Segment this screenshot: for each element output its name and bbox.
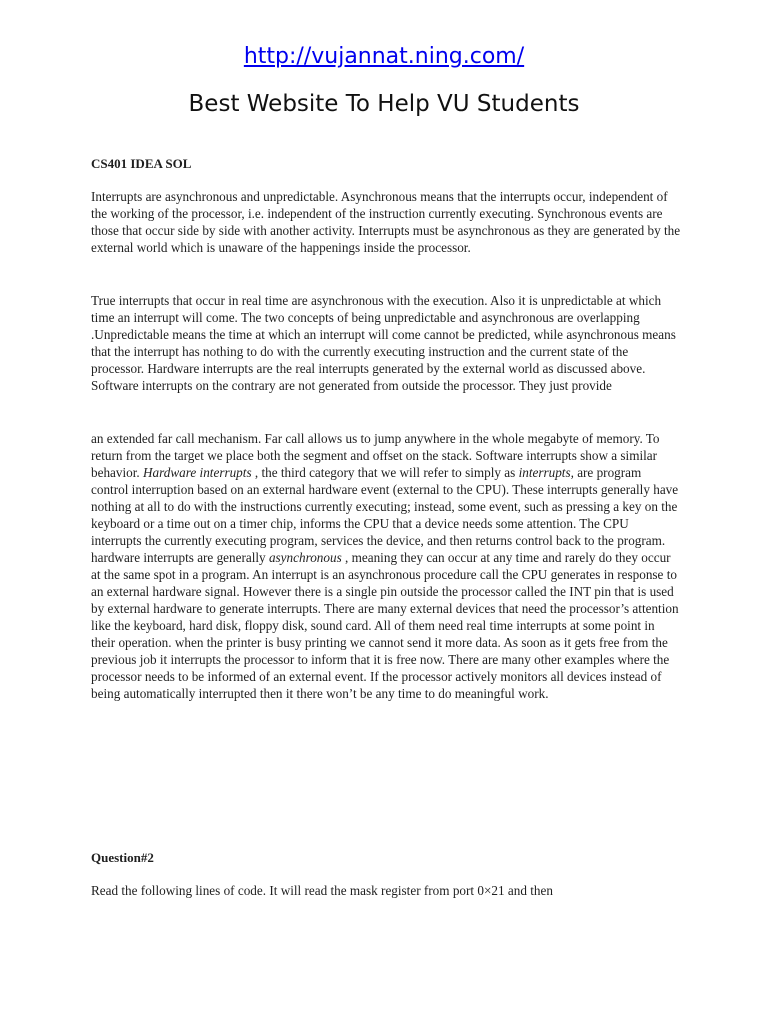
paragraph-far-call-part2: , the third category that we will refer to simply as [251,465,519,480]
website-tagline: Best Website To Help VU Students [188,91,580,117]
paragraph-far-call-part3: are program control interruption based on an external hardware event (external to the CPU). These interrupts generally have nothing at all to do with the instructions currently executing; instead, some event, such as pressing a key on the keyboard or a time out on a timer chip, informs the CPU that a device needs some attention. The CPU interrupts the currently executing program, services the device, and then returns control back to the program. hardware interrupts are generally [91,465,679,565]
paragraph-true-interrupts: True interrupts that occur in real time are asynchronous with the execution. Also it is unpredictable at which time an interrupt will come. The two concepts of being unpredictable and asynchronous are overlapping .Unpredictable means the time at which an interrupt will come cannot be predicted, while asynchronous means that the interrupt has nothing to do with the currently executing instruction and the current state of the processor. Hardware interrupts are the real interrupts generated by the external world as discussed above. Software interrupts on the contrary are not generated from outside the processor. They just provide [91,293,676,393]
question-text: Read the following lines of code. It will read the mask register from port 0×21 and then [91,883,553,898]
document-title: CS401 IDEA SOL [91,156,192,171]
asynchronous-emphasis: asynchronous [268,550,342,565]
interrupts-emphasis: interrupts, [518,465,574,480]
question-heading: Question#2 [91,850,154,865]
hardware-interrupts-emphasis: Hardware interrupts [143,465,252,480]
paragraph-far-call-part4: , meaning they can occur at any time and rarely do they occur at the same spot in a program. An interrupt is an asynchronous procedure call the CPU generates in response to an external hardware signal. However there is a single pin outside the processor called the INT pin that is used by external hardware to generate interrupts. There are many external devices that need the processor’s attention like the keyboard, hard disk, floppy disk, sound card. All of them need real time interrupts at some point in their operation. when the printer is busy printing we cannot send it more data. As soon as it gets free from the previous job it interrupts the processor to inform that it is free now. There are many other examples where the processor needs to be informed of an external event. If the processor actively monitors all devices instead of being automatically interrupted then it there won’t be any time to do meaningful work. [91,550,679,701]
paragraph-far-call-part1: an extended far call mechanism. Far call allows us to jump anywhere in the whole megabyte of memory. To return from the target we place both the segment and offset on the stack. Software interrupts show a similar behavior. [91,431,660,480]
website-link[interactable]: http://vujannat.ning.com/ [243,44,525,69]
paragraph-interrupts-async: Interrupts are asynchronous and unpredictable. Asynchronous means that the interrupts occur, independent of the working of the processor, i.e. independent of the instruction currently executing. Synchronous events are those that occur side by side with another activity. Interrupts must be asynchronous as they are generated by the external world which is unaware of the happenings inside the processor. [91,189,681,255]
paragraph-far-call [91,430,681,702]
